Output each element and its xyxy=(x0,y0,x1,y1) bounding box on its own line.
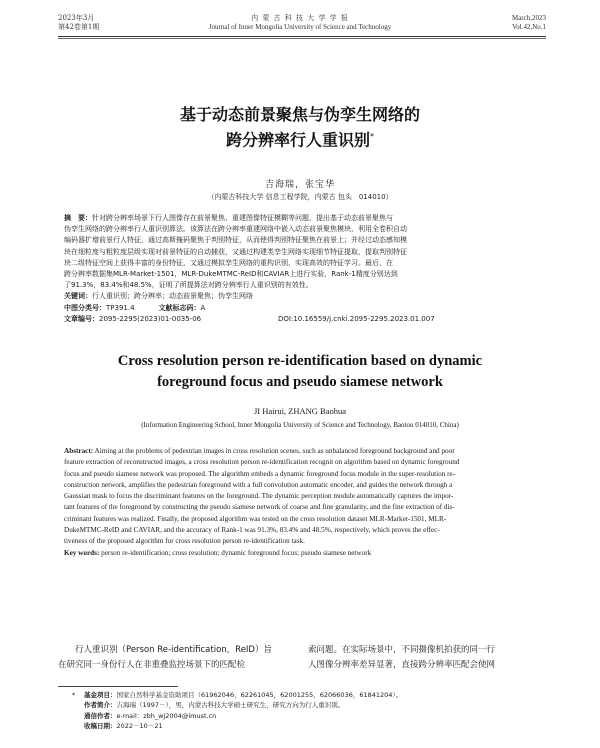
en-abstract-line: criminant features was realized. Finally, the proposed algorithm was tested on the cross resolution dataset MLR-Market-1501, MLR- xyxy=(64,514,447,523)
footnote-corr-email[interactable]: e-mail：zbh_wj2004@imust.cn xyxy=(116,711,217,720)
en-affiliation: (Information Engineering School, Inner Mongolia University of Science and Technology, Baotou 014010, China) xyxy=(141,421,459,429)
cn-abstract-line: 块在细粒度与粗粒度层级实现对前景特征的自动捕获，又通过构建类孪生网络实现细节特征提取，提取判别特征 xyxy=(64,247,407,256)
en-title xyxy=(60,351,540,393)
footnote-author xyxy=(72,700,542,710)
header-volume: 第42卷第1期 xyxy=(58,23,100,31)
header-volume-en: Vol.42,No.1 xyxy=(512,23,546,31)
cn-title-line1: 基于动态前景聚焦与伪孪生网络的 xyxy=(179,105,420,124)
footnote-date-label: 收稿日期： xyxy=(84,722,117,731)
footnote-rule xyxy=(58,686,178,687)
cn-abstract xyxy=(64,213,542,325)
cn-title-mark: * xyxy=(370,132,374,141)
cn-doc-code-label: 文献标志码： xyxy=(158,303,201,312)
journal-title-en: Journal of Inner Mongolia University of Science and Technology xyxy=(208,23,392,31)
cn-title-line2-text: 跨分辨率行人重识别 xyxy=(225,130,370,150)
en-title-line1: Cross resolution person re-identification based on dynamic xyxy=(117,353,483,369)
cn-article-no xyxy=(64,314,542,325)
footnote-received xyxy=(72,721,542,731)
cn-clc xyxy=(64,303,542,314)
en-abstract-label: Abstract: xyxy=(64,447,94,455)
en-abstract-line xyxy=(64,446,542,457)
en-abstract-line: Gaussian mask to focus the discriminant features on the foreground. The dynamic perception module automatically captures the impor- xyxy=(64,492,454,501)
cn-abstract-line: 块二级特征空间上获得丰富的身份特征，又通过模拟孪生网络的重构识别，实现高效的特征学习。最后，在 xyxy=(64,258,393,267)
footnote-date-text: 2022－10－21 xyxy=(116,722,163,731)
cn-abstract-label: 摘 要： xyxy=(64,214,92,222)
cn-affiliation: （内蒙古科技大学 信息工程学院，内蒙古 包头 014010） xyxy=(207,193,393,201)
cn-keywords-text: 行人重识别；跨分辨率；动态前景聚焦；伪孪生网络 xyxy=(92,292,253,301)
cn-clc-value: TP391.4 xyxy=(106,303,135,312)
en-abstract-line: construction network, amplifies the pedestrian foreground with a full convolution automatic encoder, and guides the network through a xyxy=(64,480,453,489)
cn-article-no-label: 文章编号： xyxy=(64,314,99,323)
en-keywords xyxy=(64,548,542,559)
footnote xyxy=(72,690,542,732)
cn-abstract-line xyxy=(64,213,542,224)
header-rule xyxy=(58,36,546,37)
en-authors: JI Hairui, ZHANG Baohua xyxy=(253,406,347,416)
cn-abstract-line: 跨分辨率数据集MLR-Market-1501，MLR-DukeMTMC-ReID和CAVIAR上进行实验，Rank-1精度分别达到 xyxy=(64,270,398,279)
en-abstract-line: tant features of the foreground by constructing the pseudo siamese network of coarse and fine granularity, and the fine extraction of dis- xyxy=(64,503,455,512)
cn-abstract-line: 编码器扩增前景行人特征，通过高斯掩码聚焦于判别特征，从而使得判别特征聚焦在前景上；并经过动态感知模 xyxy=(64,236,407,245)
footnote-fund xyxy=(72,690,542,700)
en-abstract-line: feature extraction of reconstructed images, a cross resolution person re-identification recognit on algorithm based on dynamic foreground xyxy=(64,458,460,467)
body-paragraph-line: 索问题。在实际场景中，不同摄像机拍获的同一行 xyxy=(308,645,496,655)
en-abstract-line: focus and pseudo siamese network was proposed. The algorithm embeds a dynamic foreground focus module in the super-resolution re- xyxy=(64,469,456,478)
cn-keywords xyxy=(64,291,542,302)
en-title-line2: foreground focus and pseudo siamese network xyxy=(157,374,443,390)
cn-abstract-text: 针对跨分辨率场景下行人图像存在前景聚焦、重建图像特征模糊等问题，提出基于动态前景聚焦与 xyxy=(92,214,393,222)
journal-title-cn: 内 蒙 古 科 技 大 学 学 报 xyxy=(251,14,349,22)
footnote-fund-text: 国家自然科学基金资助项目（61962046，62261045，62001255，62066036，61841204）。 xyxy=(116,691,403,699)
cn-abstract-line: 伪孪生网络的跨分辨率行人重识别算法。该算法在跨分辨率重建网络中嵌入动态前景聚焦模块，利用全卷积自动 xyxy=(64,225,407,234)
en-keywords-text: person re-identification; cross resolution; dynamic foreground focus; pseudo siamese network xyxy=(101,548,372,557)
footnote-corr-label: 通信作者： xyxy=(84,711,117,720)
footnote-author-label: 作者简介： xyxy=(84,701,117,710)
cn-authors: 吉海瑞，张宝华 xyxy=(264,180,335,190)
en-abstract-line: DukeMTMC-ReID and CAVIAR, and the accuracy of Rank-1 was 91.3%, 83.4% and 48.5%, respectively, which proves the effec- xyxy=(64,526,440,535)
header-center xyxy=(150,14,450,32)
cn-keywords-label: 关键词： xyxy=(64,292,92,301)
body-column-left xyxy=(58,643,296,673)
footnote-author-text: 吉海瑞（1997－），男，内蒙古科技大学硕士研究生，研究方向为行人重识别。 xyxy=(116,701,345,710)
header-rule-thin xyxy=(58,38,546,39)
body-paragraph-line: 人图像分辨率差异显著，直接跨分辨率匹配会使网 xyxy=(308,660,496,670)
en-abstract xyxy=(64,446,542,559)
cn-doc-code-value: A xyxy=(200,303,206,312)
cn-clc-label: 中图分类号： xyxy=(64,303,106,312)
cn-article-no-value: 2095-2295(2023)01-0035-06 xyxy=(99,314,202,323)
en-keywords-label: Key words: xyxy=(64,548,100,557)
header-date: 2023年3月 xyxy=(58,14,95,22)
footnote-fund-label: 基金项目： xyxy=(84,691,117,699)
en-abstract-line: tiveness of the proposed algorithm for cross resolution person re-identification task. xyxy=(64,537,305,546)
header-right xyxy=(512,14,546,32)
body-column-right xyxy=(308,643,546,673)
footnote-corresponding xyxy=(72,711,542,721)
body-paragraph-line: 行人重识别（Person Re-identification，ReID）旨 xyxy=(75,645,272,655)
cn-abstract-line: 了91.3%，83.4%和48.5%，证明了所提算法对跨分辨率行人重识别的有效性。 xyxy=(64,281,313,290)
cn-title-line2 xyxy=(60,126,540,151)
footnote-mark: * xyxy=(72,691,76,699)
body-paragraph-line: 在研究同一身份行人在非重叠监控场景下的匹配检 xyxy=(58,660,246,670)
header-date-en: March,2023 xyxy=(511,14,546,22)
header-left xyxy=(58,14,99,32)
cn-doi: DOI:10.16559/j.cnki.2095-2295.2023.01.007 xyxy=(278,314,435,323)
en-abstract-text: Aiming at the problems of pedestrian images in cross resolution scenes, such as unbalanced foreground background and poor xyxy=(94,447,455,455)
cn-title xyxy=(60,104,540,151)
